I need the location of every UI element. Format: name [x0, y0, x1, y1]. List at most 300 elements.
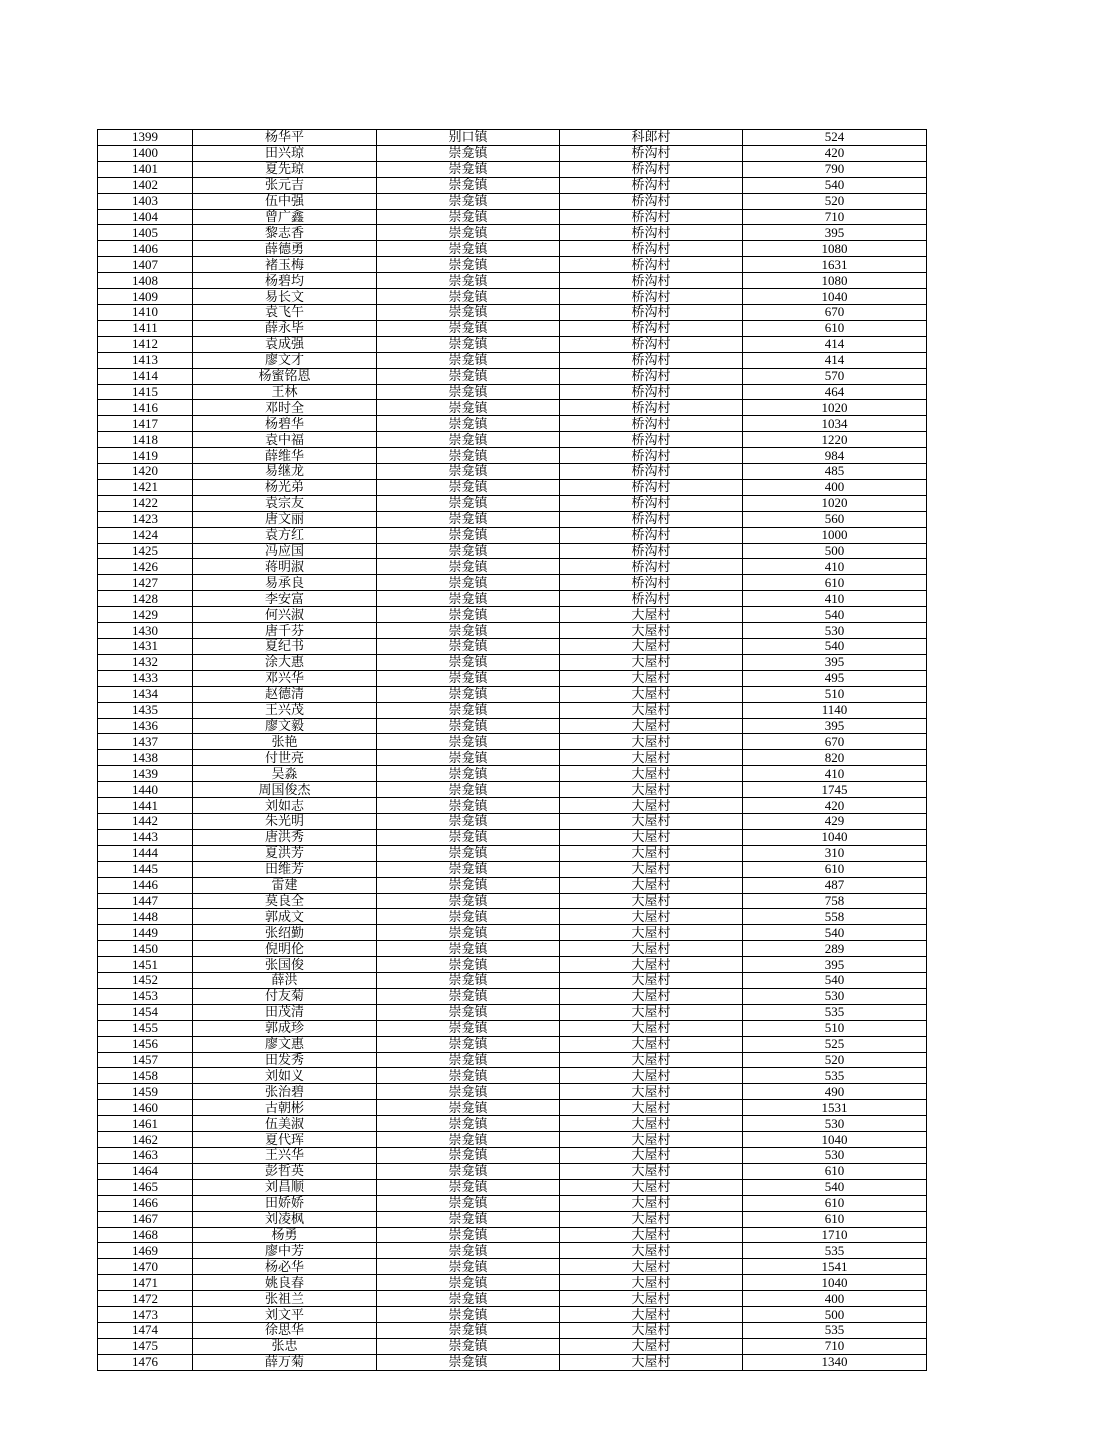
table-row [98, 1020, 927, 1036]
town-cell: 崇龛镇 [377, 416, 560, 432]
village-cell: 大屋村 [560, 766, 743, 782]
village-cell: 大屋村 [560, 1291, 743, 1307]
village-cell: 大屋村 [560, 1084, 743, 1100]
village-cell: 大屋村 [560, 1338, 743, 1354]
town-cell: 崇龛镇 [377, 1227, 560, 1243]
town-cell: 崇龛镇 [377, 607, 560, 623]
table-row [98, 368, 927, 384]
table-row [98, 1084, 927, 1100]
name-cell: 夏洪芳 [193, 845, 377, 861]
table-row [98, 1004, 927, 1020]
name-cell: 姚良春 [193, 1275, 377, 1291]
village-cell: 大屋村 [560, 782, 743, 798]
amount-cell: 395 [743, 718, 927, 734]
table-row [98, 161, 927, 177]
name-cell: 莫良全 [193, 893, 377, 909]
table-row [98, 543, 927, 559]
row-number-cell: 1425 [98, 543, 193, 559]
name-cell: 黎志香 [193, 225, 377, 241]
table-row [98, 289, 927, 305]
town-cell: 崇龛镇 [377, 702, 560, 718]
table-row [98, 1227, 927, 1243]
town-cell: 崇龛镇 [377, 782, 560, 798]
amount-cell: 540 [743, 639, 927, 655]
name-cell: 杨碧华 [193, 416, 377, 432]
table-row [98, 193, 927, 209]
row-number-cell: 1444 [98, 845, 193, 861]
amount-cell: 487 [743, 877, 927, 893]
town-cell: 崇龛镇 [377, 1052, 560, 1068]
amount-cell: 610 [743, 575, 927, 591]
village-cell: 大屋村 [560, 1259, 743, 1275]
row-number-cell: 1473 [98, 1307, 193, 1323]
name-cell: 易承良 [193, 575, 377, 591]
town-cell: 崇龛镇 [377, 877, 560, 893]
village-cell: 大屋村 [560, 670, 743, 686]
amount-cell: 490 [743, 1084, 927, 1100]
amount-cell: 1220 [743, 432, 927, 448]
name-cell: 王兴华 [193, 1148, 377, 1164]
row-number-cell: 1450 [98, 941, 193, 957]
village-cell: 桥沟村 [560, 193, 743, 209]
village-cell: 大屋村 [560, 798, 743, 814]
table-row [98, 750, 927, 766]
table-row [98, 1132, 927, 1148]
village-cell: 大屋村 [560, 1132, 743, 1148]
name-cell: 李安富 [193, 591, 377, 607]
row-number-cell: 1438 [98, 750, 193, 766]
table-row [98, 1148, 927, 1164]
town-cell: 崇龛镇 [377, 623, 560, 639]
name-cell: 廖文惠 [193, 1036, 377, 1052]
town-cell: 别口镇 [377, 130, 560, 146]
amount-cell: 510 [743, 1020, 927, 1036]
table-row [98, 416, 927, 432]
table-row [98, 829, 927, 845]
table-row [98, 384, 927, 400]
town-cell: 崇龛镇 [377, 861, 560, 877]
name-cell: 王林 [193, 384, 377, 400]
town-cell: 崇龛镇 [377, 384, 560, 400]
town-cell: 崇龛镇 [377, 941, 560, 957]
table-row [98, 1068, 927, 1084]
data-table [97, 129, 927, 1371]
row-number-cell: 1451 [98, 957, 193, 973]
table-row [98, 464, 927, 480]
town-cell: 崇龛镇 [377, 193, 560, 209]
table-row [98, 1179, 927, 1195]
village-cell: 桥沟村 [560, 400, 743, 416]
town-cell: 崇龛镇 [377, 320, 560, 336]
name-cell: 彭哲英 [193, 1163, 377, 1179]
name-cell: 夏代珲 [193, 1132, 377, 1148]
row-number-cell: 1462 [98, 1132, 193, 1148]
name-cell: 吴淼 [193, 766, 377, 782]
name-cell: 张治碧 [193, 1084, 377, 1100]
row-number-cell: 1434 [98, 686, 193, 702]
amount-cell: 710 [743, 1338, 927, 1354]
table-row [98, 241, 927, 257]
village-cell: 大屋村 [560, 702, 743, 718]
row-number-cell: 1470 [98, 1259, 193, 1275]
town-cell: 崇龛镇 [377, 734, 560, 750]
town-cell: 崇龛镇 [377, 909, 560, 925]
name-cell: 杨必华 [193, 1259, 377, 1275]
village-cell: 大屋村 [560, 1004, 743, 1020]
town-cell: 崇龛镇 [377, 527, 560, 543]
table-row [98, 782, 927, 798]
row-number-cell: 1458 [98, 1068, 193, 1084]
row-number-cell: 1436 [98, 718, 193, 734]
row-number-cell: 1402 [98, 177, 193, 193]
row-number-cell: 1412 [98, 336, 193, 352]
village-cell: 桥沟村 [560, 289, 743, 305]
row-number-cell: 1410 [98, 304, 193, 320]
table-row [98, 1052, 927, 1068]
table-row [98, 320, 927, 336]
amount-cell: 540 [743, 1179, 927, 1195]
amount-cell: 610 [743, 1195, 927, 1211]
village-cell: 桥沟村 [560, 527, 743, 543]
table-row [98, 1322, 927, 1338]
town-cell: 崇龛镇 [377, 495, 560, 511]
name-cell: 古朝彬 [193, 1100, 377, 1116]
name-cell: 袁飞午 [193, 304, 377, 320]
town-cell: 崇龛镇 [377, 718, 560, 734]
town-cell: 崇龛镇 [377, 988, 560, 1004]
name-cell: 张艳 [193, 734, 377, 750]
amount-cell: 310 [743, 845, 927, 861]
amount-cell: 670 [743, 304, 927, 320]
table-row [98, 1195, 927, 1211]
village-cell: 大屋村 [560, 1307, 743, 1323]
amount-cell: 1710 [743, 1227, 927, 1243]
village-cell: 大屋村 [560, 1163, 743, 1179]
table-row [98, 1243, 927, 1259]
amount-cell: 535 [743, 1322, 927, 1338]
town-cell: 崇龛镇 [377, 368, 560, 384]
town-cell: 崇龛镇 [377, 1004, 560, 1020]
name-cell: 易继龙 [193, 464, 377, 480]
table-row [98, 607, 927, 623]
table-row [98, 1036, 927, 1052]
table-row [98, 877, 927, 893]
row-number-cell: 1411 [98, 320, 193, 336]
village-cell: 桥沟村 [560, 384, 743, 400]
village-cell: 桥沟村 [560, 416, 743, 432]
village-cell: 大屋村 [560, 686, 743, 702]
row-number-cell: 1417 [98, 416, 193, 432]
name-cell: 袁方红 [193, 527, 377, 543]
amount-cell: 420 [743, 798, 927, 814]
village-cell: 桥沟村 [560, 543, 743, 559]
village-cell: 桥沟村 [560, 177, 743, 193]
town-cell: 崇龛镇 [377, 1068, 560, 1084]
town-cell: 崇龛镇 [377, 273, 560, 289]
village-cell: 大屋村 [560, 845, 743, 861]
town-cell: 崇龛镇 [377, 241, 560, 257]
town-cell: 崇龛镇 [377, 511, 560, 527]
amount-cell: 289 [743, 941, 927, 957]
name-cell: 朱光明 [193, 813, 377, 829]
amount-cell: 520 [743, 193, 927, 209]
name-cell: 雷建 [193, 877, 377, 893]
town-cell: 崇龛镇 [377, 177, 560, 193]
village-cell: 桥沟村 [560, 479, 743, 495]
name-cell: 杨蜜铭恩 [193, 368, 377, 384]
name-cell: 冯应国 [193, 543, 377, 559]
village-cell: 桥沟村 [560, 336, 743, 352]
town-cell: 崇龛镇 [377, 448, 560, 464]
table-row [98, 845, 927, 861]
row-number-cell: 1400 [98, 145, 193, 161]
amount-cell: 1000 [743, 527, 927, 543]
town-cell: 崇龛镇 [377, 1020, 560, 1036]
row-number-cell: 1429 [98, 607, 193, 623]
table-row [98, 798, 927, 814]
amount-cell: 540 [743, 973, 927, 989]
town-cell: 崇龛镇 [377, 1100, 560, 1116]
town-cell: 崇龛镇 [377, 1211, 560, 1227]
amount-cell: 535 [743, 1004, 927, 1020]
row-number-cell: 1426 [98, 559, 193, 575]
amount-cell: 1080 [743, 273, 927, 289]
table-row [98, 654, 927, 670]
town-cell: 崇龛镇 [377, 257, 560, 273]
row-number-cell: 1427 [98, 575, 193, 591]
row-number-cell: 1413 [98, 352, 193, 368]
name-cell: 杨勇 [193, 1227, 377, 1243]
amount-cell: 414 [743, 336, 927, 352]
name-cell: 何兴淑 [193, 607, 377, 623]
town-cell: 崇龛镇 [377, 829, 560, 845]
village-cell: 大屋村 [560, 1179, 743, 1195]
village-cell: 桥沟村 [560, 273, 743, 289]
village-cell: 大屋村 [560, 1243, 743, 1259]
row-number-cell: 1440 [98, 782, 193, 798]
amount-cell: 395 [743, 654, 927, 670]
town-cell: 崇龛镇 [377, 1132, 560, 1148]
table-row [98, 400, 927, 416]
row-number-cell: 1449 [98, 925, 193, 941]
name-cell: 邓兴华 [193, 670, 377, 686]
table-row [98, 957, 927, 973]
name-cell: 廖中芳 [193, 1243, 377, 1259]
amount-cell: 558 [743, 909, 927, 925]
row-number-cell: 1428 [98, 591, 193, 607]
table-row [98, 909, 927, 925]
village-cell: 桥沟村 [560, 257, 743, 273]
village-cell: 桥沟村 [560, 241, 743, 257]
name-cell: 薛万菊 [193, 1354, 377, 1370]
village-cell: 大屋村 [560, 829, 743, 845]
amount-cell: 530 [743, 988, 927, 1004]
amount-cell: 500 [743, 543, 927, 559]
table-row [98, 352, 927, 368]
table-row [98, 495, 927, 511]
row-number-cell: 1414 [98, 368, 193, 384]
name-cell: 杨华平 [193, 130, 377, 146]
town-cell: 崇龛镇 [377, 1322, 560, 1338]
table-row [98, 623, 927, 639]
name-cell: 倪明伦 [193, 941, 377, 957]
amount-cell: 400 [743, 1291, 927, 1307]
town-cell: 崇龛镇 [377, 654, 560, 670]
town-cell: 崇龛镇 [377, 289, 560, 305]
amount-cell: 525 [743, 1036, 927, 1052]
name-cell: 赵德清 [193, 686, 377, 702]
row-number-cell: 1406 [98, 241, 193, 257]
village-cell: 大屋村 [560, 957, 743, 973]
town-cell: 崇龛镇 [377, 304, 560, 320]
name-cell: 薛洪 [193, 973, 377, 989]
table-row [98, 336, 927, 352]
village-cell: 大屋村 [560, 988, 743, 1004]
amount-cell: 610 [743, 320, 927, 336]
table-row [98, 559, 927, 575]
village-cell: 桥沟村 [560, 320, 743, 336]
amount-cell: 710 [743, 209, 927, 225]
row-number-cell: 1454 [98, 1004, 193, 1020]
amount-cell: 1034 [743, 416, 927, 432]
row-number-cell: 1455 [98, 1020, 193, 1036]
row-number-cell: 1448 [98, 909, 193, 925]
town-cell: 崇龛镇 [377, 575, 560, 591]
row-number-cell: 1409 [98, 289, 193, 305]
amount-cell: 1040 [743, 829, 927, 845]
name-cell: 伍美淑 [193, 1116, 377, 1132]
row-number-cell: 1472 [98, 1291, 193, 1307]
town-cell: 崇龛镇 [377, 1036, 560, 1052]
village-cell: 大屋村 [560, 1148, 743, 1164]
name-cell: 袁中福 [193, 432, 377, 448]
town-cell: 崇龛镇 [377, 639, 560, 655]
village-cell: 大屋村 [560, 1322, 743, 1338]
village-cell: 大屋村 [560, 1100, 743, 1116]
village-cell: 大屋村 [560, 941, 743, 957]
town-cell: 崇龛镇 [377, 1148, 560, 1164]
town-cell: 崇龛镇 [377, 686, 560, 702]
table-row [98, 304, 927, 320]
row-number-cell: 1399 [98, 130, 193, 146]
table-row [98, 1259, 927, 1275]
table-row [98, 861, 927, 877]
amount-cell: 395 [743, 225, 927, 241]
village-cell: 大屋村 [560, 1227, 743, 1243]
name-cell: 刘昌顺 [193, 1179, 377, 1195]
table-row [98, 225, 927, 241]
row-number-cell: 1433 [98, 670, 193, 686]
village-cell: 桥沟村 [560, 368, 743, 384]
row-number-cell: 1464 [98, 1163, 193, 1179]
village-cell: 桥沟村 [560, 304, 743, 320]
amount-cell: 984 [743, 448, 927, 464]
row-number-cell: 1416 [98, 400, 193, 416]
village-cell: 桥沟村 [560, 464, 743, 480]
row-number-cell: 1418 [98, 432, 193, 448]
table-row [98, 1211, 927, 1227]
town-cell: 崇龛镇 [377, 1259, 560, 1275]
town-cell: 崇龛镇 [377, 973, 560, 989]
name-cell: 付友菊 [193, 988, 377, 1004]
amount-cell: 535 [743, 1243, 927, 1259]
name-cell: 袁宗友 [193, 495, 377, 511]
table-row [98, 1307, 927, 1323]
table-row [98, 1100, 927, 1116]
amount-cell: 429 [743, 813, 927, 829]
amount-cell: 1541 [743, 1259, 927, 1275]
amount-cell: 414 [743, 352, 927, 368]
amount-cell: 1631 [743, 257, 927, 273]
village-cell: 桥沟村 [560, 575, 743, 591]
town-cell: 崇龛镇 [377, 1179, 560, 1195]
table-row [98, 925, 927, 941]
name-cell: 蒋明淑 [193, 559, 377, 575]
amount-cell: 758 [743, 893, 927, 909]
table-row [98, 639, 927, 655]
table-row [98, 273, 927, 289]
row-number-cell: 1441 [98, 798, 193, 814]
name-cell: 田发秀 [193, 1052, 377, 1068]
village-cell: 大屋村 [560, 1036, 743, 1052]
table-row [98, 479, 927, 495]
town-cell: 崇龛镇 [377, 925, 560, 941]
name-cell: 张忠 [193, 1338, 377, 1354]
table-row [98, 209, 927, 225]
name-cell: 薛德勇 [193, 241, 377, 257]
village-cell: 桥沟村 [560, 225, 743, 241]
village-cell: 大屋村 [560, 734, 743, 750]
name-cell: 周国俊杰 [193, 782, 377, 798]
table-row [98, 893, 927, 909]
table-row [98, 766, 927, 782]
amount-cell: 485 [743, 464, 927, 480]
table-row [98, 591, 927, 607]
amount-cell: 464 [743, 384, 927, 400]
name-cell: 夏纪书 [193, 639, 377, 655]
name-cell: 王兴茂 [193, 702, 377, 718]
town-cell: 崇龛镇 [377, 464, 560, 480]
village-cell: 桥沟村 [560, 432, 743, 448]
row-number-cell: 1420 [98, 464, 193, 480]
town-cell: 崇龛镇 [377, 432, 560, 448]
amount-cell: 790 [743, 161, 927, 177]
row-number-cell: 1421 [98, 479, 193, 495]
name-cell: 刘如义 [193, 1068, 377, 1084]
amount-cell: 410 [743, 766, 927, 782]
row-number-cell: 1430 [98, 623, 193, 639]
table-row [98, 1163, 927, 1179]
amount-cell: 1020 [743, 400, 927, 416]
town-cell: 崇龛镇 [377, 1163, 560, 1179]
amount-cell: 1040 [743, 1275, 927, 1291]
name-cell: 张元吉 [193, 177, 377, 193]
town-cell: 崇龛镇 [377, 400, 560, 416]
name-cell: 易长文 [193, 289, 377, 305]
table-row [98, 670, 927, 686]
name-cell: 张祖兰 [193, 1291, 377, 1307]
row-number-cell: 1403 [98, 193, 193, 209]
name-cell: 邓时全 [193, 400, 377, 416]
amount-cell: 560 [743, 511, 927, 527]
amount-cell: 1340 [743, 1354, 927, 1370]
table-row [98, 686, 927, 702]
village-cell: 桥沟村 [560, 591, 743, 607]
village-cell: 大屋村 [560, 893, 743, 909]
row-number-cell: 1447 [98, 893, 193, 909]
table-row [98, 734, 927, 750]
table-row [98, 527, 927, 543]
